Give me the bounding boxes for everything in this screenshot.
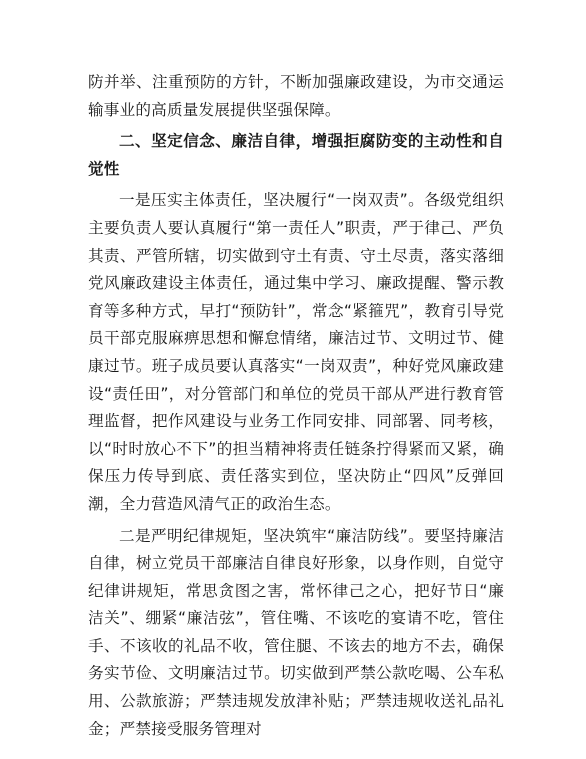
paragraph-continued: 防并举、注重预防的方针，不断加强廉政建设，为市交通运输事业的高质量发展提供坚强保障。 — [88, 73, 504, 119]
paragraph-item-one: 一是压实主体责任，坚决履行“一岗双责”。各级党组织主要负责人要认真履行“第一责任人”职责，严于律己、严负其责、严管所辖，切实做到守土有责、守土尽责，落实落细党风廉政建设主体责任，通过集中学习、廉政提醒、警示教育等多种方式，早打“预防针”，常念“紧箍咒”，教育引导党员干部克服麻痹思想和懈怠情绪，廉洁过节、文明过节、健康过节。班子成员要认真落实“一岗双责”，种好党风廉政建设“责任田”，对分管部门和单位的党员干部从严进行教育管理监督，把作风建设与业务工作同安排、同部署、同考核，以“时时放心不下”的担当精神将责任链条拧得紧而又紧，确保压力传导到底、责任落实到位，坚决防止“四风”反弹回潮，全力营造风清气正的政治生态。 — [88, 191, 504, 513]
section-heading: 二、坚定信念、廉洁自律，增强拒腐防变的主动性和自觉性 — [88, 132, 504, 178]
paragraph-item-two: 二是严明纪律规矩，坚决筑牢“廉洁防线”。要坚持廉洁自律，树立党员干部廉洁自律良好形象，以身作则，自觉守纪律讲规矩，常思贪图之害，常怀律己之心，把好节日“廉洁关”、绷紧“廉洁弦”，管住嘴、不该吃的宴请不吃，管住手、不该收的礼品不收，管住腿、不该去的地方不去，确保务实节俭、文明廉洁过节。切实做到严禁公款吃喝、公车私用、公款旅游；严禁违规发放津补贴；严禁违规收送礼品礼金；严禁接受服务管理对 — [88, 526, 504, 738]
document-page — [88, 69, 504, 743]
